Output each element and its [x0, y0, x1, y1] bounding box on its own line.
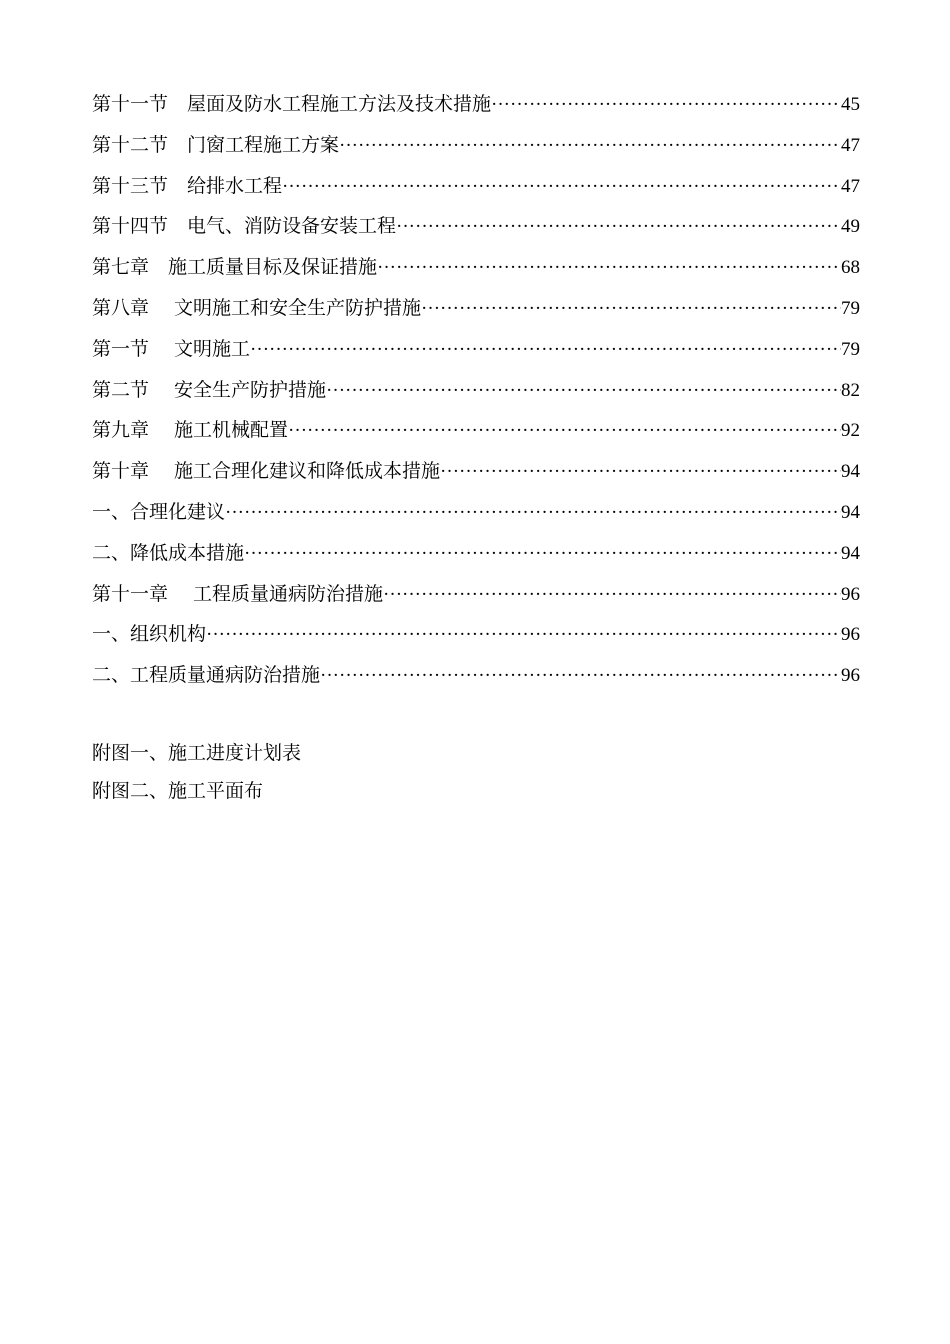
- toc-entry: [92, 329, 860, 370]
- toc-entry-title: 第十一章 工程质量通病防治措施: [92, 582, 384, 605]
- toc-entry-title: 第十一节 屋面及防水工程施工方法及技术措施: [92, 93, 492, 115]
- toc-dot-leader: [282, 167, 841, 208]
- toc-dot-leader: [320, 656, 841, 697]
- toc-page-number: 94: [841, 501, 860, 523]
- toc-page-number: 47: [841, 134, 860, 156]
- toc-entry-title: 一、组织机构: [92, 623, 207, 646]
- toc-page-number: 96: [841, 665, 860, 687]
- toc-dot-leader: [326, 371, 841, 412]
- toc-entry-title: 第十二节 门窗工程施工方案: [92, 133, 340, 156]
- toc-entry: [92, 84, 860, 125]
- toc-entry: [92, 410, 860, 451]
- toc-page-number: 45: [841, 94, 860, 115]
- toc-page-number: 96: [841, 583, 860, 605]
- toc-dot-leader: [440, 452, 841, 493]
- toc-dot-leader: [288, 411, 841, 452]
- toc-dot-leader: [383, 575, 841, 616]
- toc-dot-leader: [206, 615, 841, 656]
- toc-entry: [92, 574, 860, 615]
- toc-page-number: 47: [841, 175, 860, 197]
- toc-entry: [92, 206, 860, 247]
- appendix-item: 附图二、施工平面布: [92, 780, 264, 802]
- toc-entry-title: 第十三节 给排水工程: [92, 174, 283, 197]
- toc-page-number: 82: [841, 379, 860, 401]
- toc-entry-title: 第十四节 电气、消防设备安装工程: [92, 215, 397, 238]
- toc-entry: [92, 533, 860, 574]
- toc-entry-title: 二、工程质量通病防治措施: [92, 664, 321, 687]
- toc-entry: [92, 614, 860, 655]
- toc-page-number: 79: [841, 338, 860, 360]
- toc-page-number: 49: [841, 216, 860, 238]
- toc-entry: [92, 451, 860, 492]
- toc-dot-leader: [339, 126, 841, 167]
- appendix-item: 附图一、施工进度计划表: [92, 742, 302, 764]
- toc-entry-title: 第一节 文明施工: [92, 337, 251, 360]
- toc-dot-leader: [225, 493, 841, 534]
- toc-entry-title: 第二节 安全生产防护措施: [92, 378, 327, 401]
- toc-page-number: 68: [841, 257, 860, 279]
- toc-dot-leader: [421, 289, 841, 330]
- toc-entry: [92, 125, 860, 166]
- toc-entry-title: 一、合理化建议: [92, 500, 226, 523]
- toc-page-number: 92: [841, 420, 860, 442]
- toc-entry: [92, 492, 860, 533]
- toc-dot-leader: [377, 248, 841, 289]
- toc-page-number: 96: [841, 624, 860, 646]
- toc-dot-leader: [244, 534, 841, 575]
- toc-entry: [92, 370, 860, 411]
- toc-page-number: 94: [841, 461, 860, 483]
- toc-entry-title: 第九章 施工机械配置: [92, 419, 289, 442]
- toc-dot-leader: [396, 207, 841, 248]
- toc-page-number: 79: [841, 297, 860, 319]
- toc-entry: [92, 288, 860, 329]
- toc-page-number: 94: [841, 542, 860, 564]
- toc-dot-leader: [250, 330, 841, 371]
- toc-dot-leader: [491, 85, 841, 126]
- toc-entry-title: 二、降低成本措施: [92, 541, 245, 564]
- toc-entry-title: 第七章 施工质量目标及保证措施: [92, 256, 378, 279]
- toc-entry-title: 第十章 施工合理化建议和降低成本措施: [92, 460, 441, 483]
- appendix-list: [92, 734, 860, 810]
- toc-entry-title: 第八章 文明施工和安全生产防护措施: [92, 296, 422, 319]
- toc-entry: [92, 247, 860, 288]
- toc-entry: [92, 655, 860, 696]
- toc-entry: [92, 166, 860, 207]
- table-of-contents: [92, 84, 860, 696]
